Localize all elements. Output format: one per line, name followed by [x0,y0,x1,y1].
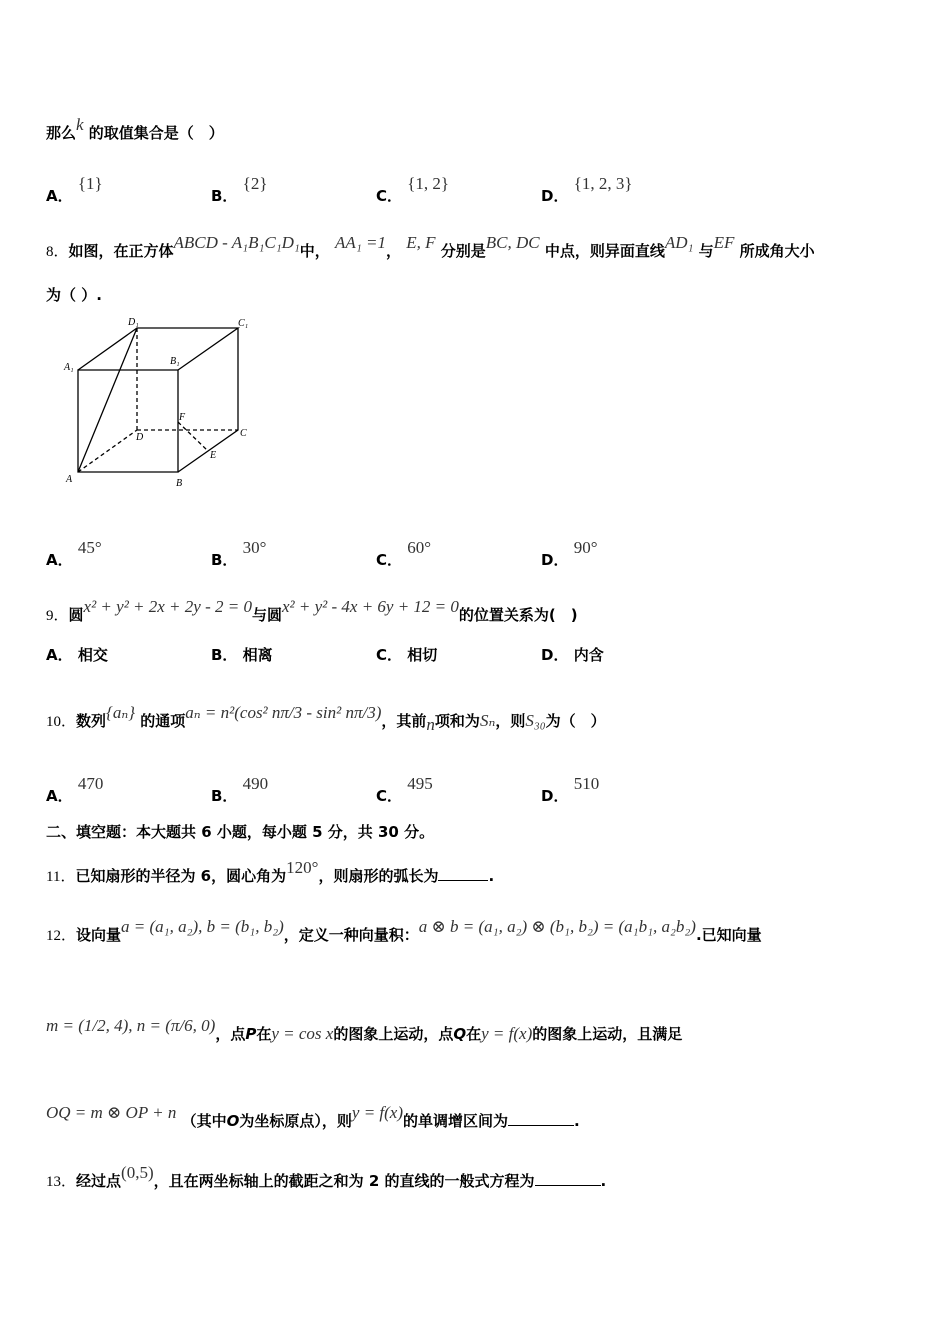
label: A． [46,787,73,805]
value: 490 [242,774,269,793]
label: B． [211,187,238,205]
label: B． [211,787,238,805]
q8-line2: 为（ ）. [46,286,102,304]
option-b[interactable] [211,174,268,206]
text: ， [385,242,401,260]
value: 60° [407,538,432,557]
answer-blank[interactable] [438,880,488,881]
section-heading: 二、填空题：本大题共 6 小题，每小题 5 分，共 30 分。 [46,823,435,841]
value: 470 [77,774,104,793]
text: ，定义一种向量积： [283,926,419,944]
q9-stem [46,597,578,625]
text: 中点，则异面直线 [544,242,665,260]
label-c: C [240,428,247,439]
label: C． [376,646,403,664]
q12-line2 [46,1016,682,1044]
label-d1: D₁ [128,317,139,328]
text: 那么 [46,124,77,142]
point-p: P [245,1025,257,1043]
text: . [488,867,495,885]
text: 所成角大小 [739,242,815,260]
math: {aₙ} [106,703,136,722]
q11-stem [46,858,494,886]
value: 30° [242,538,267,557]
label: A． [46,187,73,205]
option-a[interactable] [46,644,108,665]
q10-stem [46,703,606,735]
text: 经过点 [76,1172,122,1190]
q7-tail [46,115,224,143]
text: ，则扇形的弧长为 [318,867,439,885]
math: y = cos x [271,1024,334,1043]
label-b1: B₁ [170,356,180,367]
label: D． [541,551,569,569]
math: x² + y² + 2x + 2y - 2 = 0 [83,597,252,616]
text: 与圆 [251,606,282,624]
option-c[interactable] [376,644,437,665]
math: 120° [286,858,319,877]
question-number: 12． [46,928,77,944]
point-q: Q [453,1025,467,1043]
question-number: 9． [46,608,69,624]
q13-stem [46,1163,606,1191]
value: {1, 2} [407,174,450,193]
q8-stem [46,233,815,261]
text: 的通项 [140,712,186,730]
q12-line1 [46,917,762,945]
math: EF [713,233,735,252]
question-number: 8． [46,244,69,260]
label: D． [541,787,569,805]
q12-line3 [46,1103,580,1131]
math: AA₁ =1 [335,233,386,252]
option-b[interactable] [211,644,273,665]
text: .已知向量 [695,926,762,944]
text: 为坐标原点），则 [239,1112,352,1130]
label-b: B [176,478,183,489]
value: {1} [77,174,103,193]
label: C． [376,551,403,569]
math: y = f(x) [351,1103,404,1122]
text: 的图象上运动，且满足 [532,1025,683,1043]
answer-blank[interactable] [508,1125,574,1126]
value: 内含 [573,646,604,664]
label-e: E [210,450,217,461]
math: m = (1/2, 4), n = (π/6, 0) [46,1016,216,1035]
label: D． [541,187,569,205]
cube-figure [60,310,270,495]
math: k [76,115,84,134]
math: x² + y² - 4x + 6y + 12 = 0 [281,597,459,616]
text: 与 [698,242,714,260]
label: A． [46,551,73,569]
option-c[interactable] [376,174,449,206]
value: 相交 [77,646,108,664]
option-b[interactable] [211,538,266,570]
label-a: A [66,474,73,485]
label: B． [211,646,238,664]
text: ，其前 [381,712,427,730]
text: 的取值集合是（ ） [88,124,224,142]
label: C． [376,187,403,205]
question-number: 13． [46,1174,77,1190]
value: 45° [77,538,102,557]
label-d: D [136,432,144,443]
option-d[interactable] [541,644,604,665]
math: a ⊗ b = (a₁, a₂) ⊗ (b₁, b₂) = (a₁b₁, a₂b₂) [418,917,696,936]
option-a[interactable] [46,174,103,206]
option-d[interactable] [541,774,599,806]
text: 的位置关系为( ) [458,606,578,624]
value: 90° [573,538,598,557]
value: {1, 2, 3} [573,174,633,193]
math: a = (a₁, a₂), b = (b₁, b₂) [121,917,284,936]
math: n [426,715,435,734]
math: y = f(x) [481,1024,533,1043]
text: （其中 [181,1112,227,1130]
text: 数列 [76,712,107,730]
text: 分别是 [440,242,486,260]
text: ，则 [495,712,526,730]
label: A． [46,646,73,664]
value: 相切 [407,646,438,664]
math: aₙ = n²(cos² nπ/3 - sin² nπ/3) [185,703,382,722]
math: OQ = m ⊗ OP + n [46,1103,177,1122]
text: 如图，在正方体 [68,242,174,260]
math: AD₁ [664,233,694,252]
value: 相离 [242,646,273,664]
text: . [574,1112,580,1130]
question-number: 11． [46,869,76,885]
option-c[interactable] [376,538,431,570]
option-a[interactable] [46,774,103,806]
text: 中， [299,242,330,260]
label: D． [541,646,569,664]
question-number: 10． [46,714,77,730]
text: 已知扇形的半径为 6，圆心角为 [75,867,287,885]
text: . [600,1172,607,1190]
text: 圆 [68,606,84,624]
math: ABCD - A₁B₁C₁D₁ [173,233,300,252]
math: S₃₀ [525,711,546,730]
option-d[interactable] [541,174,633,206]
text: ，且在两坐标轴上的截距之和为 2 的直线的一般式方程为 [153,1172,535,1190]
option-d[interactable] [541,538,598,570]
cube-front-face [78,370,178,472]
value: 510 [573,774,600,793]
text: 的单调增区间为 [403,1112,509,1130]
value: 495 [407,774,433,793]
text: 的图象上运动，点 [333,1025,454,1043]
text: ，点 [215,1025,246,1043]
text: 设向量 [76,926,122,944]
math: Sₙ [479,711,496,730]
math: E, F [406,233,436,252]
option-a[interactable] [46,538,102,570]
value: {2} [242,174,268,193]
math: (0,5) [121,1163,154,1182]
label: C． [376,787,403,805]
label-c1: C₁ [238,318,249,329]
text: 在 [466,1025,482,1043]
label-a1: A₁ [64,362,74,373]
option-b[interactable] [211,774,268,806]
text: 项和为 [434,712,480,730]
origin-o: O [226,1112,240,1130]
text: 在 [256,1025,272,1043]
label: B． [211,551,238,569]
math: BC, DC [485,233,540,252]
text: 为（ ） [545,712,606,730]
label-f: F [179,412,186,423]
answer-blank[interactable] [535,1185,601,1186]
option-c[interactable] [376,774,433,806]
